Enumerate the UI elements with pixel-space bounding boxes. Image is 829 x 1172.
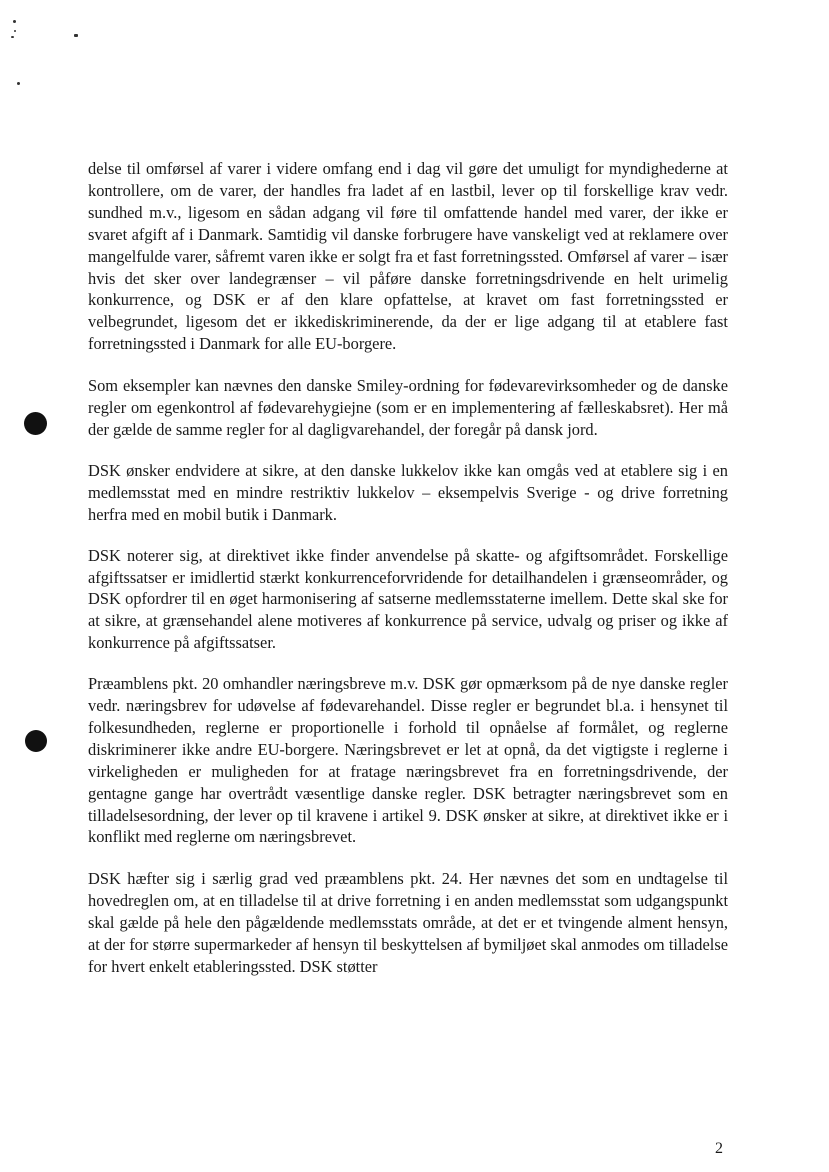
punch-hole [24,412,47,435]
scan-speck [13,20,16,23]
scan-speck [14,30,16,32]
punch-hole [25,730,47,752]
document-body [88,158,728,978]
paragraph-trade-licence: Præamblens pkt. 20 omhandler næringsbreve m.v. DSK gør opmærksom på de nye danske regler vedr. næringsbrev for udøvelse af fødevarehandel. Disse regler er begrundet bl.a. i hensynet til folkesundheden, reglerne er proportionelle i forhold til opnåelse af formålet, og reglerne diskriminerer ikke andre EU-borgere. Næringsbrevet er let at opnå, da det vigtigste i reglerne i virkeligheden er muligheden for at fratage næringsbrevet fra en forretningsdrivende, der gentagne gange har overtrådt væsentlige danske regler. DSK betragter næringsbrevet som en tilladelsesordning, der lever op til kravene i artikel 9. DSK ønsker at sikre, at direktivet ikke er i konflikt med reglerne om næringsbrevet. [88,674,728,847]
page-number: 2 [715,1140,723,1157]
scan-speck [17,82,20,85]
scan-speck [11,36,14,38]
paragraph-smiley-scheme: Som eksempler kan nævnes den danske Smiley-ordning for fødevarevirksomheder og de danske regler om egenkontrol af fødevarehygiejne (som er en implementering af fælleskabsret). Her må der gælde de samme regler for al dagligvarehandel, der foregår på dansk jord. [88,376,728,439]
scan-speck [74,34,78,37]
paragraph-preamble-24: DSK hæfter sig i særlig grad ved præamblens pkt. 24. Her nævnes det som en undtagelse til hovedreglen om, at en tilladelse til at drive forretning i en anden medlemsstat som udgangspunkt skal gælde på hele den pågældende medlemsstats område, at det er et tvingende alment hensyn, at der for større supermarkeder af hensyn til beskyttelsen af bymiljøet skal anmodes om tilladelse for hvert enkelt etableringssted. DSK støtter [88,869,728,976]
paragraph-tax-area: DSK noterer sig, at direktivet ikke finder anvendelse på skatte- og afgiftsområdet. Forskellige afgiftssatser er imidlertid stærkt konkurrenceforvridende for detailhandelen i grænseområder, og DSK opfordrer til en øget harmonisering af satserne medlemsstaterne imellem. Dette skal ske for at sikre, at grænsehandel alene motiveres af konkurrence på service, udvalg og priser og ikke af konkurrence på afgiftssatser. [88,545,728,653]
paragraph-fixed-business-location: delse til omførsel af varer i videre omfang end i dag vil gøre det umuligt for myndighederne at kontrollere, om de varer, der handles fra ladet af en lastbil, lever op til forskellige krav vedr. sundhed m.v., ligesom en sådan adgang vil føre til omfattende handel med varer, der ikke er svaret afgift af i Danmark. Samtidig vil danske forbrugere have vanskeligt ved at reklamere over mangelfulde varer, såfremt varen ikke er solgt fra et fast forretningssted. Omførsel af varer – især hvis det sker over landegrænser – vil påføre danske forretningsdrivende en helt urimelig konkurrence, og DSK er af den klare opfattelse, at kravet om fast forretningssted er velbegrundet, ligesom det er ikkediskriminerende, da der er lige adgang til at etablere fast forretningssted i Danmark for alle EU-borgere. [88,159,728,354]
paragraph-closing-law: DSK ønsker endvidere at sikre, at den danske lukkelov ikke kan omgås ved at etablere sig i en medlemsstat med en mindre restriktiv lukkelov – eksempelvis Sverige - og drive forretning herfra med en mobil butik i Danmark. [88,460,728,524]
